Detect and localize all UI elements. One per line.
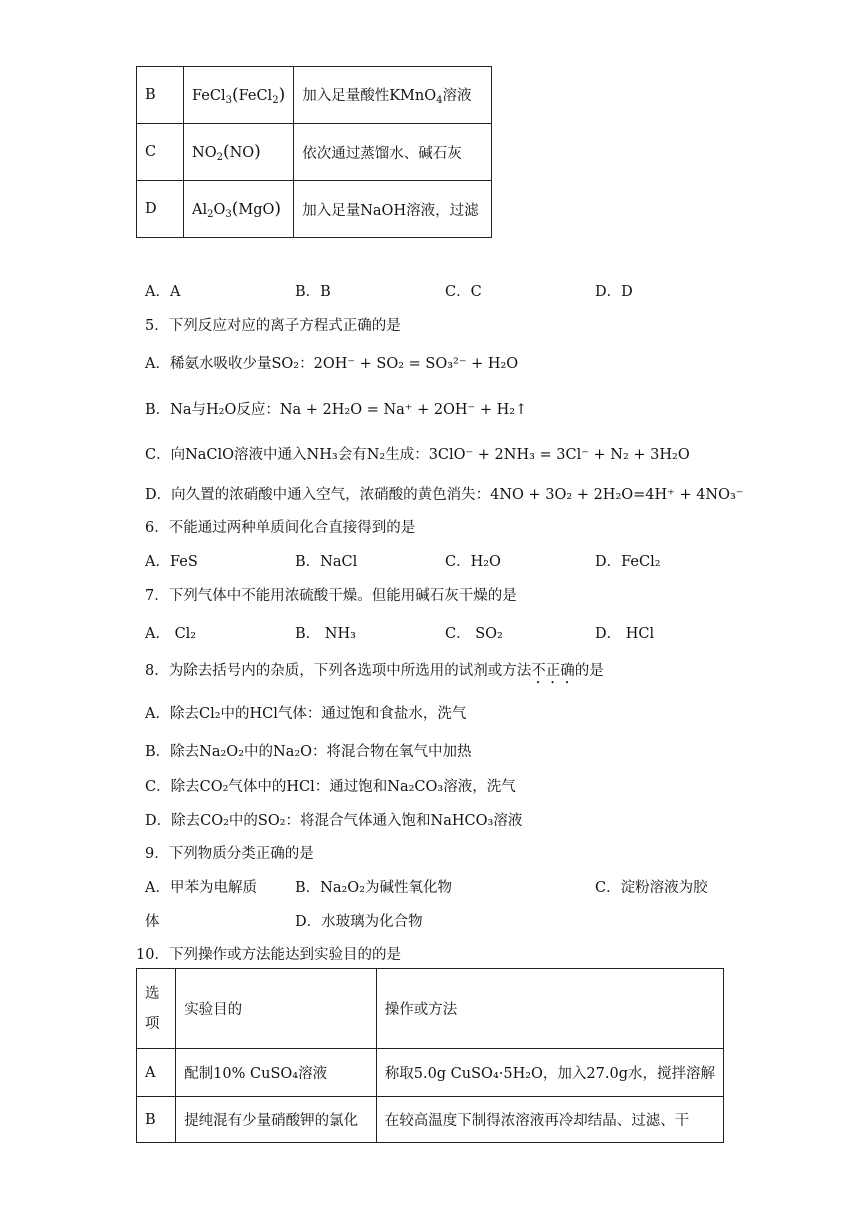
substance-cell: $Al_2O_3(MgO)$ bbox=[184, 181, 294, 238]
q6-choice-a: A．FeS bbox=[145, 554, 198, 570]
q5-choice-a: A．稀氨水吸收少量SO₂：2OH⁻ + SO₂ = SO₃²⁻ + H₂O bbox=[145, 356, 519, 372]
q7-stem: 7．下列气体中不能用浓硫酸干燥。但能用碱石灰干燥的是 bbox=[145, 588, 517, 604]
q7-choice-c: C． SO₂ bbox=[445, 626, 503, 642]
method-cell: 依次通过蒸馏水、碱石灰 bbox=[294, 124, 492, 181]
option-cell: B bbox=[137, 67, 184, 124]
q9-choice-c-continued: 体 bbox=[145, 914, 160, 930]
q7-choice-d: D． HCl bbox=[595, 626, 655, 642]
q9-choice-b: B．Na₂O₂为碱性氧化物 bbox=[295, 880, 453, 896]
q8-choice-b: B．除去Na₂O₂中的Na₂O：将混合物在氧气中加热 bbox=[145, 744, 472, 760]
option-cell: B bbox=[137, 1097, 176, 1143]
impurity-table bbox=[136, 66, 492, 238]
q7-choice-b: B． NH₃ bbox=[295, 626, 356, 642]
q9-choice-d: D．水玻璃为化合物 bbox=[295, 914, 423, 930]
q8-choice-c: C．除去CO₂气体中的HCl：通过饱和Na₂CO₃溶液，洗气 bbox=[145, 779, 516, 795]
q4-choice-c: C．C bbox=[445, 284, 482, 300]
method-cell: 加入足量酸性KMnO$_4$溶液 bbox=[294, 67, 492, 124]
table-header-row bbox=[137, 969, 724, 1049]
option-cell: C bbox=[137, 124, 184, 181]
q9-choice-a: A．甲苯为电解质 bbox=[145, 880, 257, 896]
option-cell: A bbox=[137, 1049, 176, 1097]
substance-cell: FeCl$_3$(FeCl$_2$) bbox=[184, 67, 294, 124]
q9-choice-c: C．淀粉溶液为胶 bbox=[595, 880, 708, 896]
q6-stem: 6．不能通过两种单质间化合直接得到的是 bbox=[145, 520, 416, 536]
table-row bbox=[137, 124, 492, 181]
q9-stem: 9．下列物质分类正确的是 bbox=[145, 846, 314, 862]
q8-choice-a: A．除去Cl₂中的HCl气体：通过饱和食盐水，洗气 bbox=[145, 706, 467, 722]
table-row bbox=[137, 181, 492, 238]
purpose-cell: 提纯混有少量硝酸钾的氯化 bbox=[176, 1097, 377, 1143]
q8-stem: 8．为除去括号内的杂质，下列各选项中所选用的试剂或方法不正确的是 bbox=[145, 663, 604, 679]
header-purpose: 实验目的 bbox=[176, 969, 377, 1049]
q5-choice-b: B．Na与H₂O反应：Na + 2H₂O = Na⁺ + 2OH⁻ + H₂↑ bbox=[145, 402, 528, 418]
header-option: 选 项 bbox=[137, 969, 176, 1049]
q6-choice-d: D．FeCl₂ bbox=[595, 554, 661, 570]
option-cell: D bbox=[137, 181, 184, 238]
purpose-cell: 配制10% CuSO₄溶液 bbox=[176, 1049, 377, 1097]
q4-choice-a: A．A bbox=[145, 284, 181, 300]
q5-choice-d: D．向久置的浓硝酸中通入空气，浓硝酸的黄色消失：4NO + 3O₂ + 2H₂O=4H⁺ + 4NO₃⁻ bbox=[145, 487, 744, 503]
substance-cell: $NO_2(NO)$ bbox=[184, 124, 294, 181]
table-row bbox=[137, 1097, 724, 1143]
emphasis-text: 不正确 bbox=[531, 663, 575, 679]
method-cell: 加入足量NaOH溶液，过滤 bbox=[294, 181, 492, 238]
q4-choice-b: B．B bbox=[295, 284, 331, 300]
q5-stem: 5．下列反应对应的离子方程式正确的是 bbox=[145, 318, 401, 334]
q6-choice-c: C．H₂O bbox=[445, 554, 501, 570]
header-method: 操作或方法 bbox=[376, 969, 723, 1049]
q7-choice-a: A． Cl₂ bbox=[145, 626, 197, 642]
q8-choice-d: D．除去CO₂中的SO₂：将混合气体通入饱和NaHCO₃溶液 bbox=[145, 813, 523, 829]
table-row bbox=[137, 1049, 724, 1097]
method-cell: 称取5.0g CuSO₄·5H₂O，加入27.0g水，搅拌溶解 bbox=[376, 1049, 723, 1097]
method-cell: 在较高温度下制得浓溶液再冷却结晶、过滤、干 bbox=[376, 1097, 723, 1143]
q10-stem: 10．下列操作或方法能达到实验目的的是 bbox=[136, 947, 401, 963]
table-row bbox=[137, 67, 492, 124]
q5-choice-c: C．向NaClO溶液中通入NH₃会有N₂生成：3ClO⁻ + 2NH₃ = 3Cl⁻ + N₂ + 3H₂O bbox=[145, 447, 690, 463]
q6-choice-b: B．NaCl bbox=[295, 554, 358, 570]
experiment-table bbox=[136, 968, 724, 1143]
q4-choice-d: D．D bbox=[595, 284, 633, 300]
